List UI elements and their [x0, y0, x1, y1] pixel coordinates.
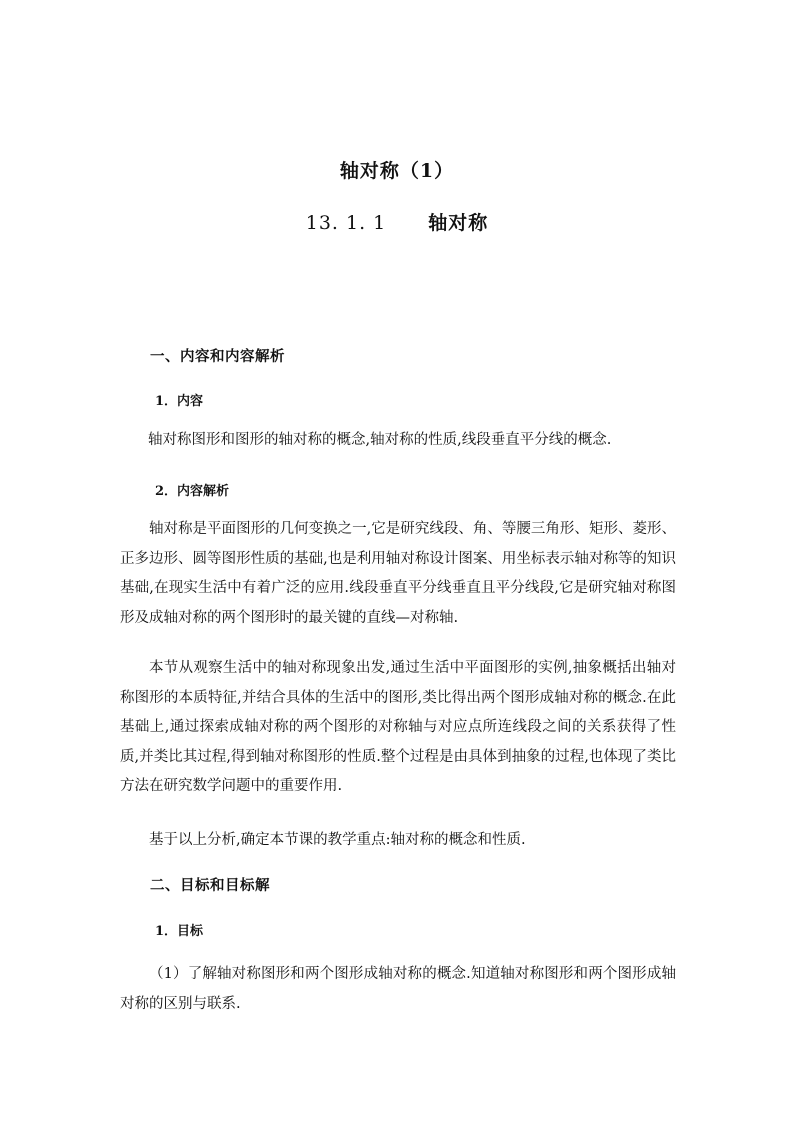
- paragraph-content: 轴对称图形和图形的轴对称的概念,轴对称的性质,线段垂直平分线的概念.: [148, 432, 612, 448]
- paragraph-analysis-1: 轴对称是平面图形的几何变换之一,它是研究线段、角、等腰三角形、矩形、菱形、正多边形、圆等图形性质的基础,也是利用轴对称设计图案、用坐标表示轴对称等的知识基础,在现实生活中有着广泛的应用.线段垂直平分线垂直且平分线段,它是研究轴对称图形及成轴对称的两个图形时的最关键的直线—对称轴.: [120, 521, 676, 626]
- subtitle-number: 13. 1. 1: [305, 212, 387, 234]
- paragraph-analysis-3: 基于以上分析,确定本节课的教学重点:轴对称的概念和性质.: [149, 832, 526, 848]
- paragraph-goal-1: （1）了解轴对称图形和两个图形成轴对称的概念.知道轴对称图形和两个图形成轴对称的区别与联系.: [120, 966, 676, 1012]
- subtitle-text: 轴对称: [428, 212, 489, 234]
- document-title: 轴对称（1）: [339, 160, 455, 182]
- subheading-goals: 1．目标: [155, 924, 204, 939]
- subheading-content: 1．内容: [155, 394, 204, 409]
- section-subtitle: [0, 208, 794, 235]
- subheading-analysis: 2．内容解析: [155, 484, 230, 499]
- section-heading-goals: 二、目标和目标解: [150, 877, 270, 894]
- section-heading-content: 一、内容和内容解析: [150, 348, 285, 365]
- paragraph-analysis-2: 本节从观察生活中的轴对称现象出发,通过生活中平面图形的实例,抽象概括出轴对称图形的本质特征,并结合具体的生活中的图形,类比得出两个图形成轴对称的概念.在此基础上,通过探索成轴对称的两个图形的对称轴与对应点所连线段之间的关系获得了性质,并类比其过程,得到轴对称图形的性质.整个过程是由具体到抽象的过程,也体现了类比方法在研究数学问题中的重要作用.: [120, 660, 676, 795]
